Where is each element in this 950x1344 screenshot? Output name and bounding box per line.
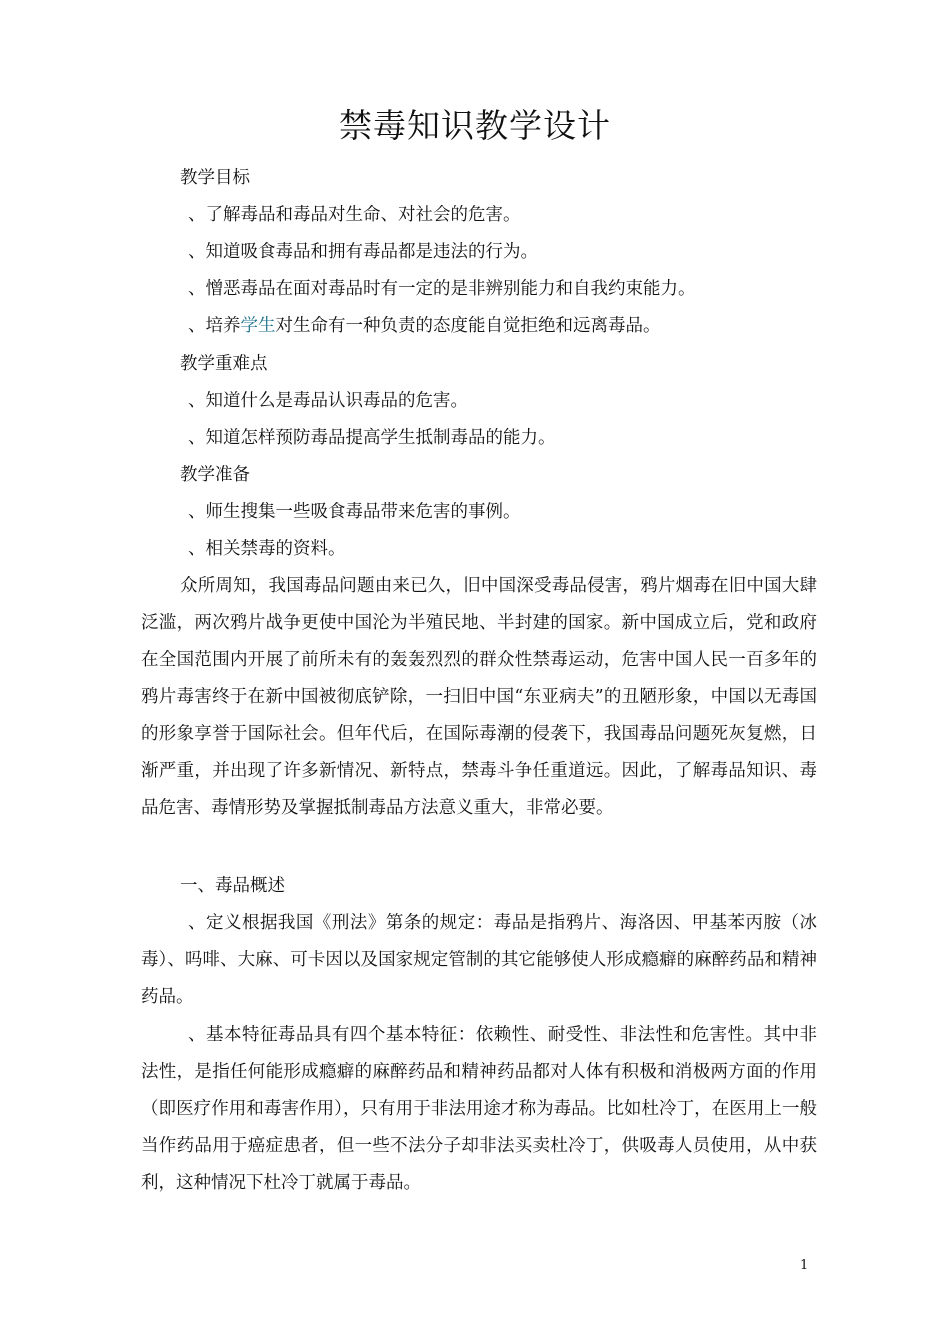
intro-paragraph: 众所周知，我国毒品问题由来已久，旧中国深受毒品侵害，鸦片烟毒在旧中国大肆泛滥，两次鸦片战争更使中国沦为半殖民地、半封建的国家。新中国成立后，党和政府在全国范围内开展了前所未有的轰轰烈烈的群众性禁毒运动，危害中国人民一百多年的鸦片毒害终于在新中国被彻底铲除，一扫旧中国“东亚病夫”的丑陋形象，中国以无毒国的形象享誉于国际社会。但年代后，在国际毒潮的侵袭下，我国毒品问题死灰复燃，日渐严重，并出现了许多新情况、新特点，禁毒斗争任重道远。因此，了解毒品知识、毒品危害、毒情形势及掌握抵制毒品方法意义重大，非常必要。 [141, 576, 817, 818]
page-number: 1 [800, 1258, 809, 1273]
difficulty-item-1: 、知道什么是毒品认识毒品的危害。 [188, 391, 468, 411]
prep-item-2: 、相关禁毒的资料。 [188, 539, 346, 559]
features-paragraph: 、基本特征毒品具有四个基本特征：依赖性、耐受性、非法性和危害性。其中非法性，是指任何能形成瘾癖的麻醉药品和精神药品都对人体有积极和消极两方面的作用（即医疗作用和毒害作用），只有用于非法用途才称为毒品。比如杜冷丁，在医用上一般当作药品用于癌症患者，但一些不法分子却非法买卖杜冷丁，供吸毒人员使用，从中获利，这种情况下杜冷丁就属于毒品。 [141, 1025, 817, 1193]
goal-item-4-prefix: 、培养 [188, 316, 241, 336]
goal-item-4 [188, 314, 661, 338]
goals-heading: 教学目标 [180, 168, 250, 188]
goal-item-1: 、了解毒品和毒品对生命、对社会的危害。 [188, 205, 521, 225]
difficulty-item-2: 、知道怎样预防毒品提高学生抵制毒品的能力。 [188, 428, 556, 448]
difficulty-heading: 教学重难点 [180, 354, 268, 374]
prep-heading: 教学准备 [180, 465, 250, 485]
document-title: 禁毒知识教学设计 [339, 106, 611, 145]
prep-item-1: 、师生搜集一些吸食毒品带来危害的事例。 [188, 502, 521, 522]
chapter-heading: 一、毒品概述 [180, 876, 285, 896]
goal-item-4-suffix: 对生命有一种负责的态度能自觉拒绝和远离毒品。 [275, 316, 661, 336]
student-link[interactable]: 学生 [240, 316, 276, 336]
goal-item-3: 、憎恶毒品在面对毒品时有一定的是非辨别能力和自我约束能力。 [188, 279, 696, 299]
goal-item-2: 、知道吸食毒品和拥有毒品都是违法的行为。 [188, 242, 538, 262]
definition-paragraph: 、定义根据我国《刑法》第条的规定：毒品是指鸦片、海洛因、甲基苯丙胺（冰毒）、吗啡、大麻、可卡因以及国家规定管制的其它能够使人形成瘾癖的麻醉药品和精神药品。 [141, 913, 817, 1007]
